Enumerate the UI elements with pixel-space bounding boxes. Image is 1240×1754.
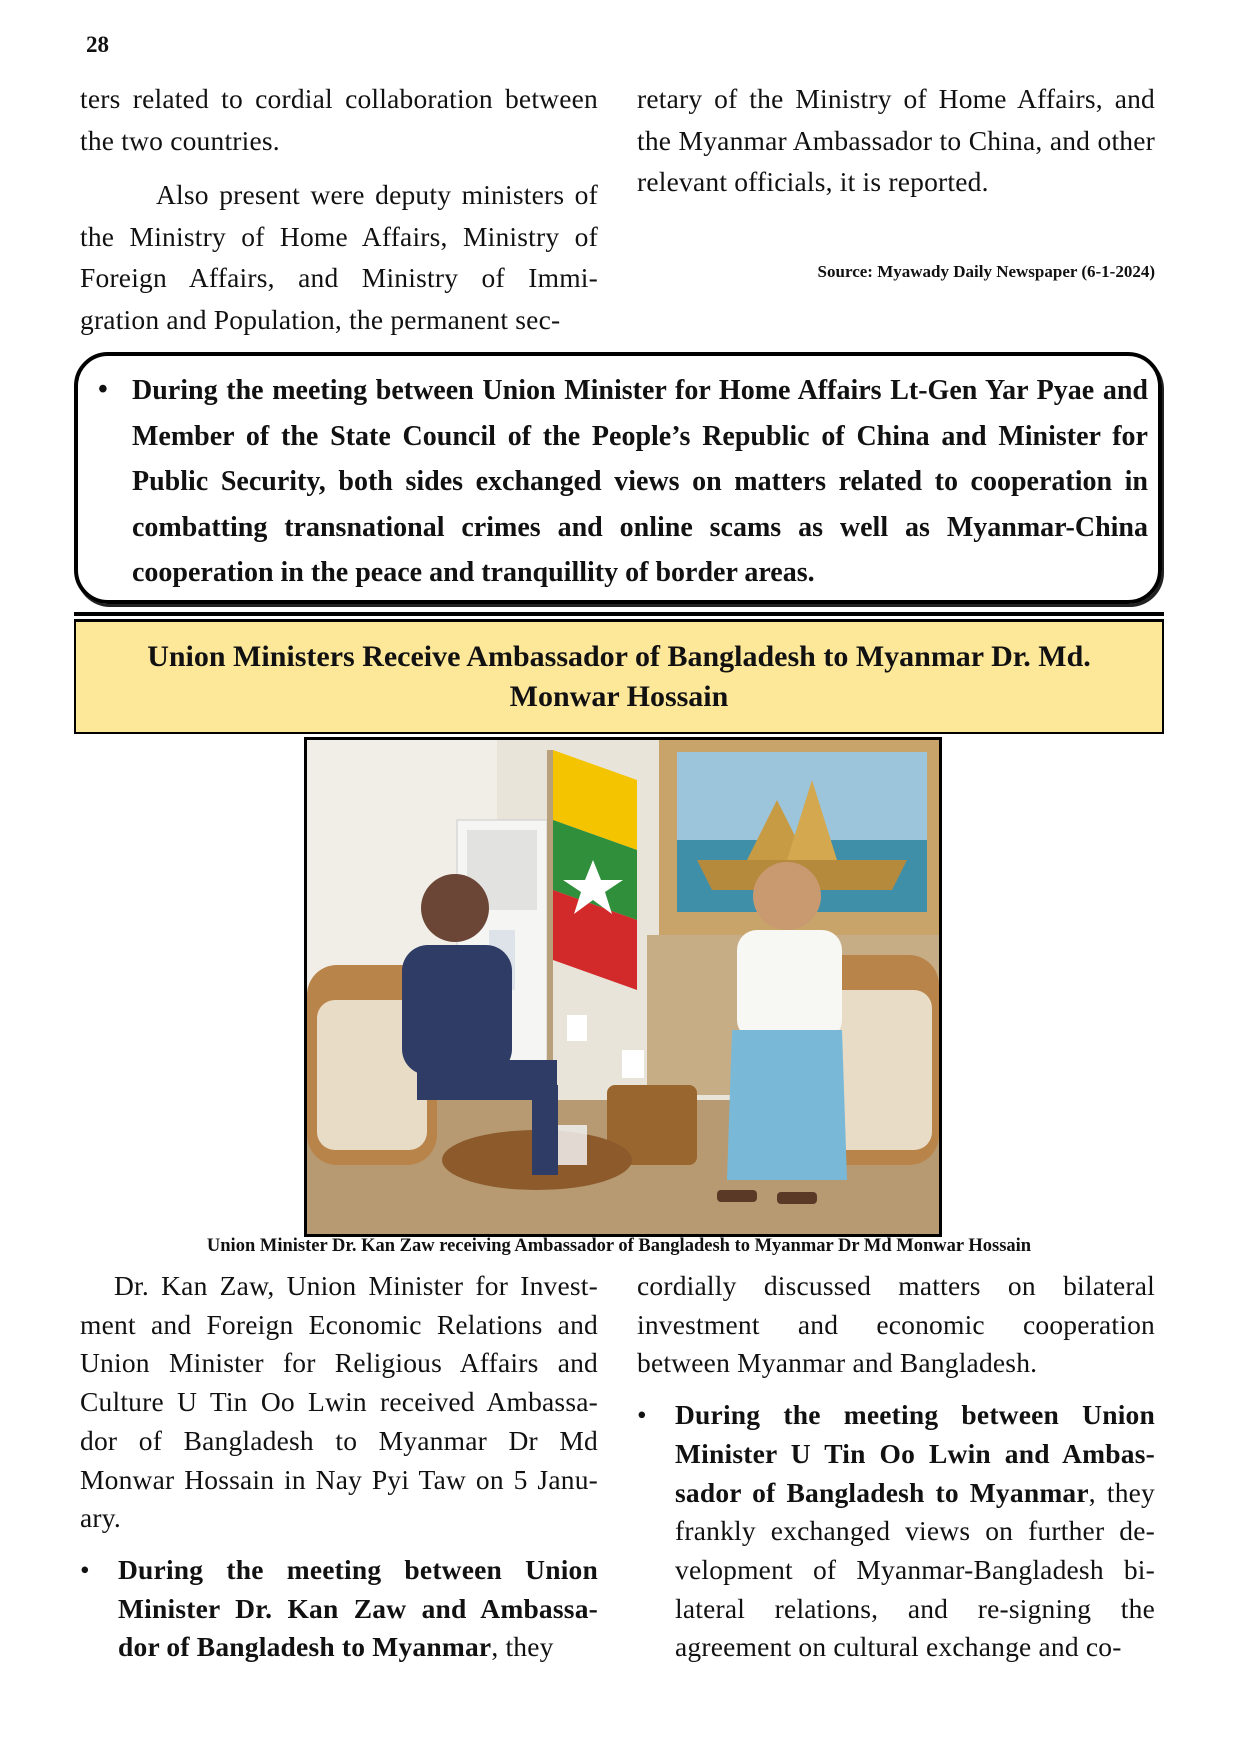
attendees-paragraph: Also present were deputy ministers of the Ministry of Home Affairs, Ministry of Foreign Affairs, and Ministry of Immi- gration and Population, the permanent sec- <box>80 179 598 335</box>
top-right-column <box>637 78 1155 203</box>
continued-paragraph-right: retary of the Ministry of Home Affairs, and the Myanmar Ambassador to China, and other relevant officials, it is reported. <box>637 83 1155 197</box>
page-number: 28 <box>86 32 109 57</box>
highlight-callout-box <box>74 352 1162 604</box>
source-credit: Source: Myawady Daily Newspaper (6-1-2024) <box>817 262 1155 281</box>
continued-paragraph: ters related to cordial collaboration between the two countries. <box>80 83 598 156</box>
photo-caption: Union Minister Dr. Kan Zaw receiving Ambassador of Bangladesh to Myanmar Dr Md Monwar Hossain <box>206 1236 1032 1256</box>
article-headline: Union Ministers Receive Ambassador of Bangladesh to Myanmar Dr. Md. Monwar Hossain <box>147 640 1091 713</box>
meeting-photo <box>304 737 942 1237</box>
top-left-column <box>80 78 598 340</box>
divider-rule <box>74 612 1164 616</box>
bullet-item-tin-oo-lwin <box>637 1396 1155 1667</box>
bullet-icon: • <box>80 1553 90 1585</box>
bullet-icon: • <box>98 374 108 405</box>
callout-text: During the meeting between Union Minister for Home Affairs Lt-Gen Yar Pyae and Member of the State Council of the People’s Republic of China and Minister for Public Security, both sides exchanged views on matters related to cooperation in combatting transnational crimes and online scams as well as Myanmar-China cooperation in the peace and tranquillity of border areas. <box>132 375 1148 588</box>
bullet-trailing-text: , they frankly exchanged views on further de- velopment of Myanmar-Bangladesh bi- lateral relations, and re-signing the agreement on cultural exchange and co- <box>675 1476 1155 1663</box>
bottom-left-column <box>80 1267 598 1667</box>
bullet-bold-text: During the meeting between Union Minister U Tin Oo Lwin and Ambas- sador of Bangladesh to Myanmar <box>675 1399 1155 1508</box>
article-headline-banner <box>74 620 1164 734</box>
continued-paragraph-bottom: cordially discussed matters on bilateral investment and economic cooperation between Myanmar and Bangladesh. <box>637 1270 1155 1379</box>
bottom-right-column <box>637 1267 1155 1667</box>
bullet-trailing-text: , they <box>491 1631 554 1663</box>
bullet-item-kan-zaw <box>80 1551 598 1667</box>
intro-paragraph: Dr. Kan Zaw, Union Minister for Invest- ment and Foreign Economic Relations and Union Minister for Religious Affairs and Culture U Tin Oo Lwin received Ambassa- dor of Bangladesh to Myanmar Dr Md Monwar Hossain in Nay Pyi Taw on 5 Janu- ary. <box>80 1270 598 1534</box>
bullet-bold-text: During the meeting between Union Minister Dr. Kan Zaw and Ambassa- dor of Bangladesh to Myanmar <box>118 1553 598 1663</box>
bullet-icon: • <box>637 1399 647 1431</box>
